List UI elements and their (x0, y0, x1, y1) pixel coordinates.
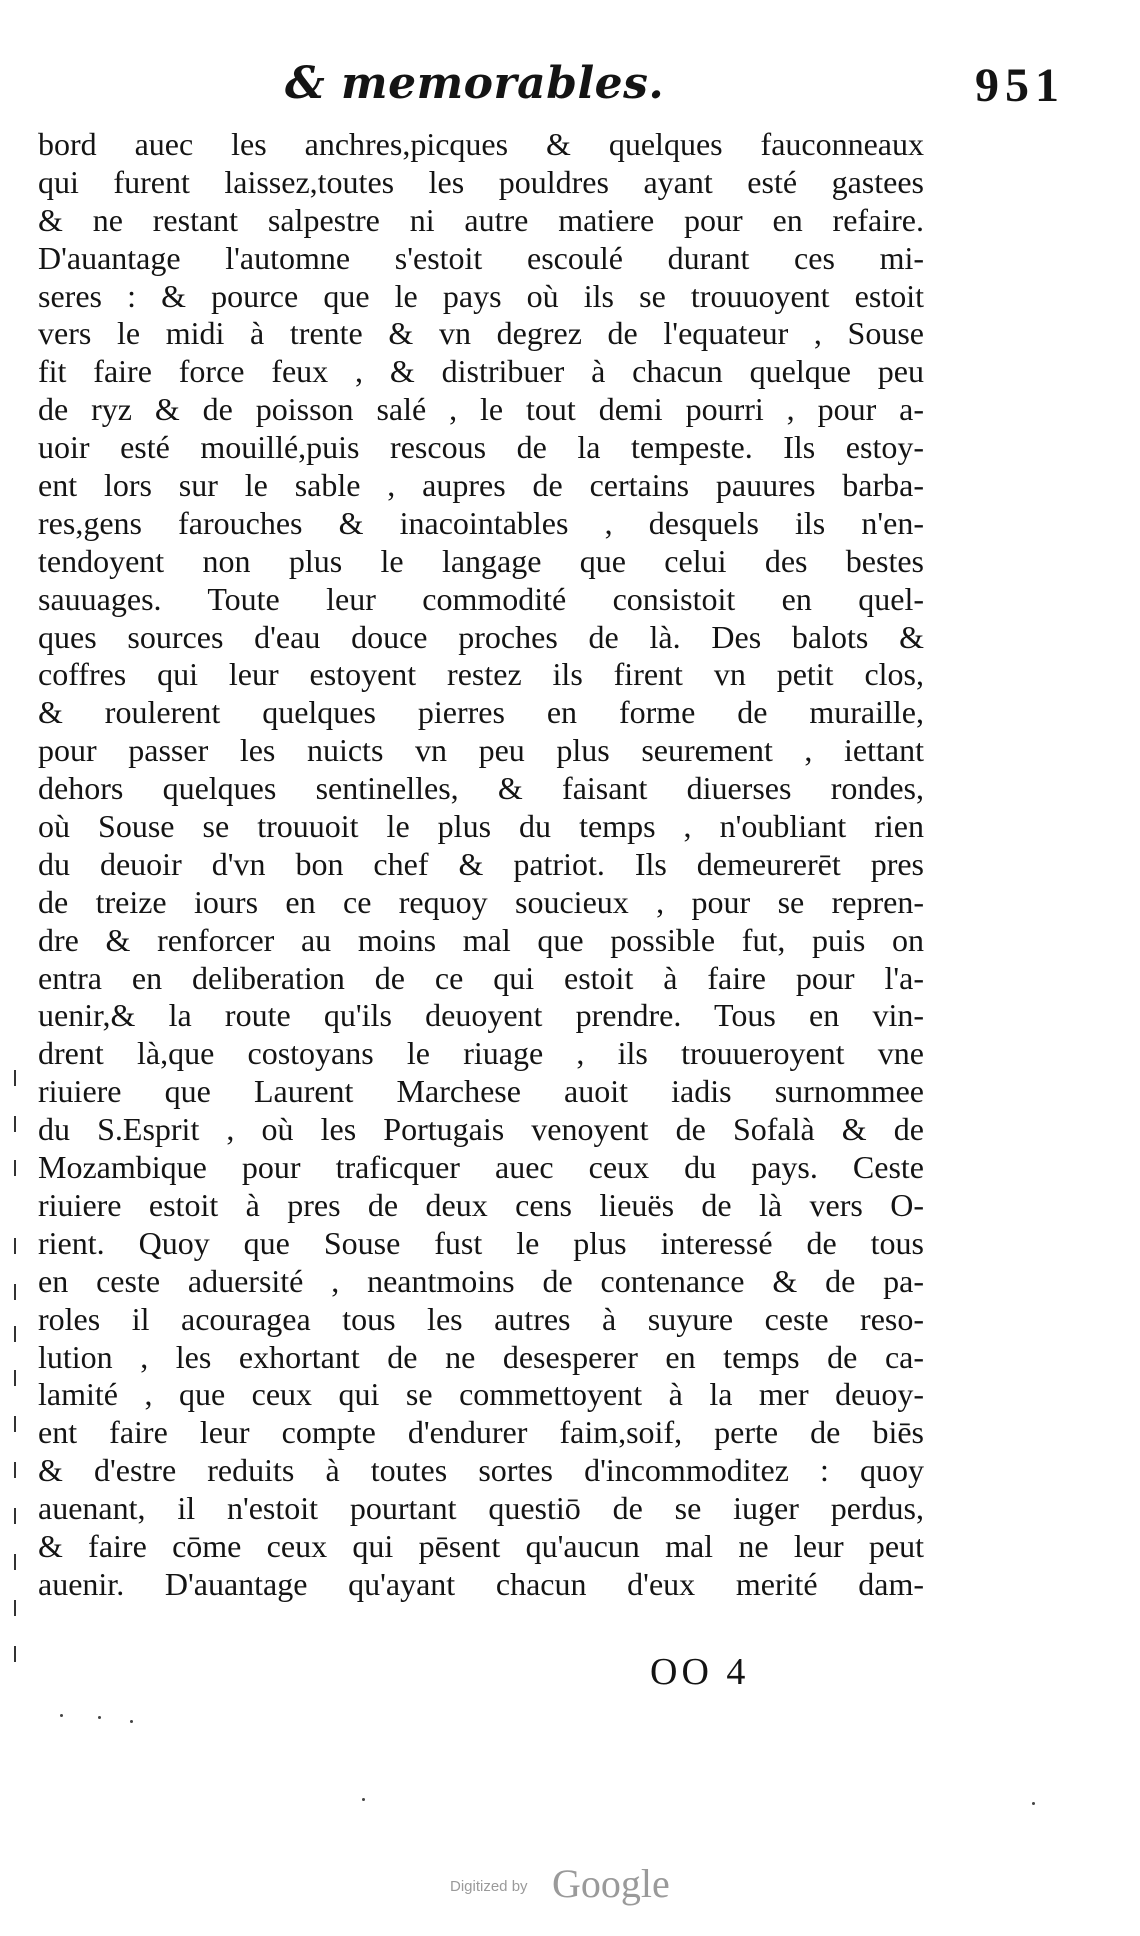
text-line: en ceste aduersité , neantmoins de contenance & de pa- (38, 1262, 924, 1299)
text-line: seres : & pource que le pays où ils se trouuoyent estoit (38, 277, 924, 314)
google-logo: Google (552, 1861, 670, 1906)
text-line: & ne restant salpestre ni autre matiere pour en refaire. (38, 201, 924, 238)
text-line: sauuages. Toute leur commodité consistoit en quel- (38, 580, 924, 617)
text-line: ques sources d'eau douce proches de là. Des balots & (38, 618, 924, 655)
text-line: entra en deliberation de ce qui estoit à faire pour l'a- (38, 959, 924, 996)
text-line: de treize iours en ce requoy soucieux , pour se repren- (38, 883, 924, 920)
text-line: lamité , que ceux qui se commettoyent à la mer deuoy- (38, 1376, 924, 1413)
text-line: fit faire force feux , & distribuer à chacun quelque peu (38, 353, 924, 390)
ink-speck (60, 1714, 63, 1717)
text-line: du deuoir d'vn bon chef & patriot. Ils demeurerēt pres (38, 845, 924, 882)
body-text (38, 126, 924, 1604)
text-line: ent lors sur le sable , aupres de certains pauures barba- (38, 467, 924, 504)
text-line: riuiere estoit à pres de deux cens lieuës de là vers O- (38, 1186, 924, 1223)
digitization-watermark (450, 1860, 710, 1910)
text-line: ent faire leur compte d'endurer faim,soif, perte de biēs (38, 1414, 924, 1451)
text-line: auenir. D'auantage qu'ayant chacun d'eux merité dam- (38, 1565, 924, 1602)
text-line: & roulerent quelques pierres en forme de muraille, (38, 694, 924, 731)
text-line: & d'estre reduits à toutes sortes d'incommoditez : quoy (38, 1452, 924, 1489)
text-line: bord auec les anchres,picques & quelques fauconneaux (38, 126, 924, 162)
text-line: de ryz & de poisson salé , le tout demi pourri , pour a- (38, 391, 924, 428)
text-line: dre & renforcer au moins mal que possible fut, puis on (38, 921, 924, 958)
text-line: roles il acouragea tous les autres à suyure ceste reso- (38, 1300, 924, 1337)
text-line: & faire cōme ceux qui pēsent qu'aucun mal ne leur peut (38, 1527, 924, 1564)
ink-speck (1032, 1802, 1035, 1805)
text-line: vers le midi à trente & vn degrez de l'equateur , Souse (38, 315, 924, 352)
signature-mark: OO 4 (650, 1651, 750, 1693)
text-line: drent là,que costoyans le riuage , ils trouueroyent vne (38, 1035, 924, 1072)
text-line: pour passer les nuicts vn peu plus seurement , iettant (38, 732, 924, 769)
text-line: uenir,& la route qu'ils deuoyent prendre. Tous en vin- (38, 997, 924, 1034)
text-line: coffres qui leur estoyent restez ils firent vn petit clos, (38, 656, 924, 693)
text-line: où Souse se trouuoit le plus du temps , n'oubliant rien (38, 808, 924, 845)
text-line: lution , les exhortant de ne desesperer en temps de ca- (38, 1338, 924, 1375)
margin-marks (8, 1070, 28, 1690)
text-line: uoir esté mouillé,puis rescous de la tempeste. Ils estoy- (38, 429, 924, 466)
text-line: res,gens farouches & inacointables , desquels ils n'en- (38, 504, 924, 541)
ink-speck (130, 1720, 133, 1723)
running-head (285, 58, 1065, 118)
text-line: rient. Quoy que Souse fust le plus interessé de tous (38, 1224, 924, 1261)
text-line: du S.Esprit , où les Portugais venoyent de Sofalà & de (38, 1111, 924, 1148)
text-line: tendoyent non plus le langage que celui des bestes (38, 542, 924, 579)
text-line: Mozambique pour traficquer auec ceux du pays. Ceste (38, 1149, 924, 1186)
text-line: auenant, il n'estoit pourtant questiō de se iuger perdus, (38, 1490, 924, 1527)
running-title: & memorables. (285, 58, 665, 109)
ink-speck (362, 1798, 365, 1801)
ink-speck (98, 1716, 101, 1719)
page-number: 951 (975, 59, 1065, 112)
text-line: riuiere que Laurent Marchese auoit iadis surnommee (38, 1073, 924, 1110)
text-line: D'auantage l'automne s'estoit escoulé durant ces mi- (38, 239, 924, 276)
text-line: qui furent laissez,toutes les pouldres ayant esté gastees (38, 163, 924, 200)
watermark-prefix: Digitized by (450, 1878, 528, 1895)
text-line: dehors quelques sentinelles, & faisant diuerses rondes, (38, 770, 924, 807)
